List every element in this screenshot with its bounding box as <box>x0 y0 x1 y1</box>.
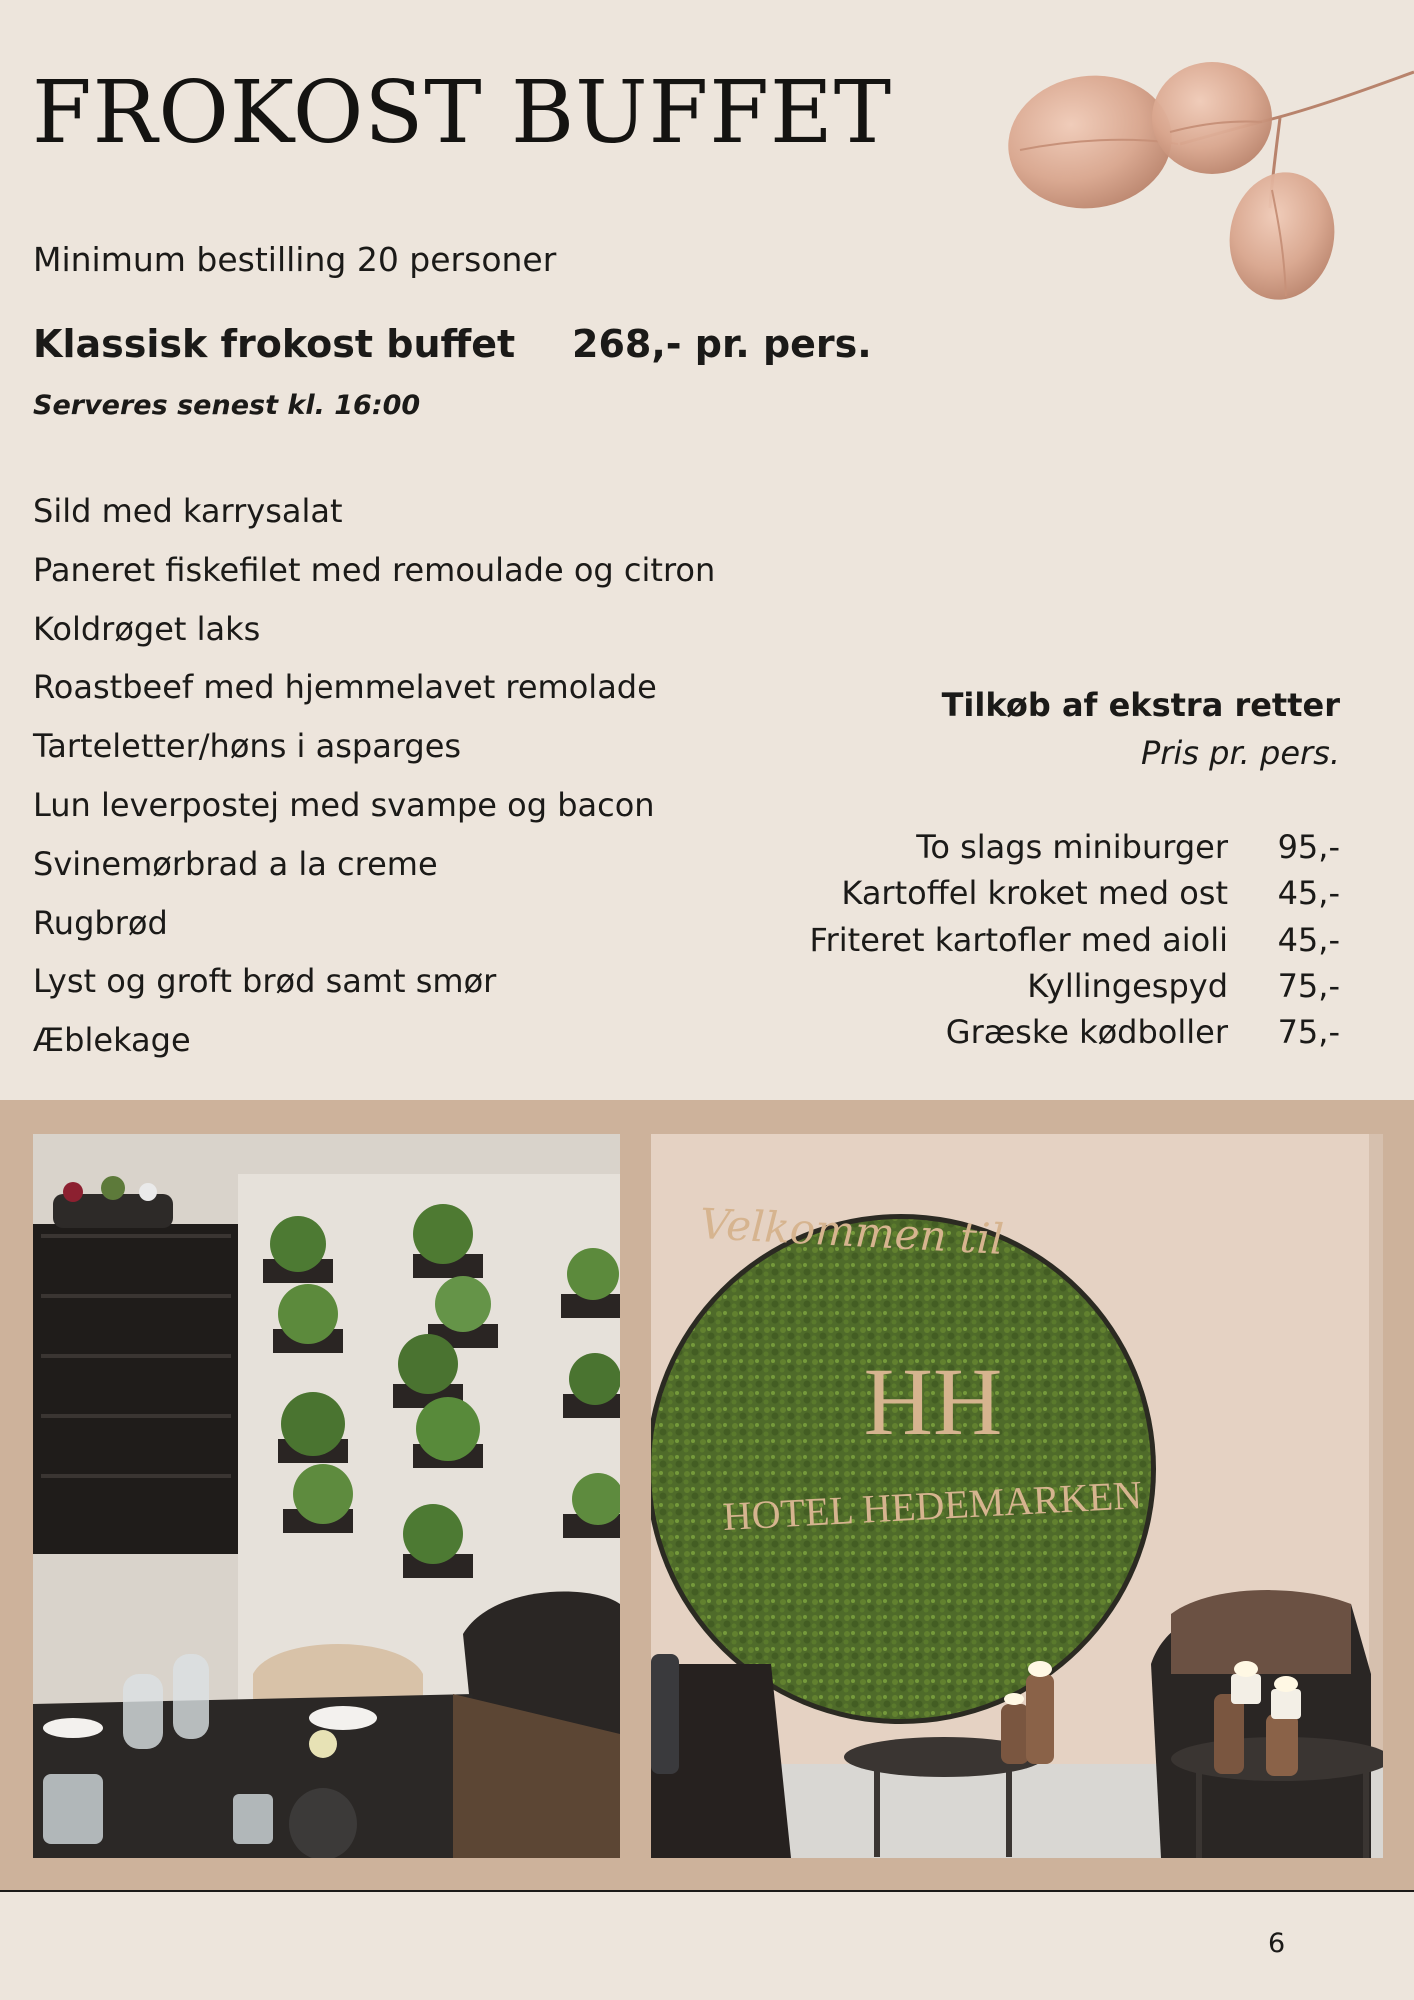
extra-item-price: 75,- <box>1277 967 1340 1006</box>
menu-item: Koldrøget laks <box>33 609 261 648</box>
menu-item: Lyst og groft brød samt smør <box>33 962 497 1001</box>
extra-item-name: Friteret kartofler med aioli <box>809 920 1228 959</box>
page-title: FROKOST BUFFET <box>32 63 893 163</box>
extras-heading: Tilkøb af ekstra retter <box>941 686 1340 724</box>
menu-item: Æblekage <box>33 1021 191 1060</box>
page-number: 6 <box>1268 1928 1286 1959</box>
eucalyptus-leaf-illustration <box>980 40 1414 310</box>
minimum-order-note: Minimum bestilling 20 personer <box>33 240 557 279</box>
served-time-note: Serveres senest kl. 16:00 <box>33 390 421 421</box>
extra-item <box>720 870 1340 916</box>
extra-item-name: Kartoffel kroket med ost <box>841 874 1228 913</box>
extra-item-price: 75,- <box>1277 1013 1340 1052</box>
menu-item: Tarteletter/høns i asparges <box>33 727 462 766</box>
sign-welcome-text: Velkommen til <box>698 1199 1005 1264</box>
sign-hotel-name: HOTEL HEDEMARKEN <box>721 1472 1143 1539</box>
extra-item-price: 95,- <box>1277 828 1340 867</box>
hotel-lobby-sign-photo <box>651 1134 1383 1858</box>
extras-price-note: Pris pr. pers. <box>1140 734 1340 772</box>
extra-item <box>720 917 1340 963</box>
buffet-price: 268,- pr. pers. <box>572 322 872 366</box>
menu-item: Rugbrød <box>33 903 168 942</box>
extra-item <box>720 963 1340 1009</box>
extra-item <box>720 824 1340 870</box>
menu-item: Lun leverpostej med svampe og bacon <box>33 785 655 824</box>
extras-list <box>720 824 1340 1055</box>
extra-item-name: Kyllingespyd <box>1027 967 1228 1006</box>
menu-item: Roastbeef med hjemmelavet remolade <box>33 668 657 707</box>
menu-item: Svinemørbrad a la creme <box>33 844 438 883</box>
extra-item-name: Græske kødboller <box>945 1013 1228 1052</box>
photo-band <box>0 1100 1414 1890</box>
sign-monogram: HH <box>863 1348 1003 1455</box>
menu-item: Sild med karrysalat <box>33 492 343 530</box>
restaurant-interior-photo <box>33 1134 620 1858</box>
extra-item-price: 45,- <box>1277 920 1340 959</box>
buffet-name: Klassisk frokost buffet <box>33 322 516 366</box>
menu-item: Paneret fiskefilet med remoulade og citron <box>33 550 716 589</box>
footer-divider <box>0 1890 1414 1892</box>
extra-item-name: To slags miniburger <box>916 828 1228 867</box>
buffet-menu-list <box>33 488 715 1076</box>
extra-item <box>720 1009 1340 1055</box>
extra-item-price: 45,- <box>1277 874 1340 913</box>
